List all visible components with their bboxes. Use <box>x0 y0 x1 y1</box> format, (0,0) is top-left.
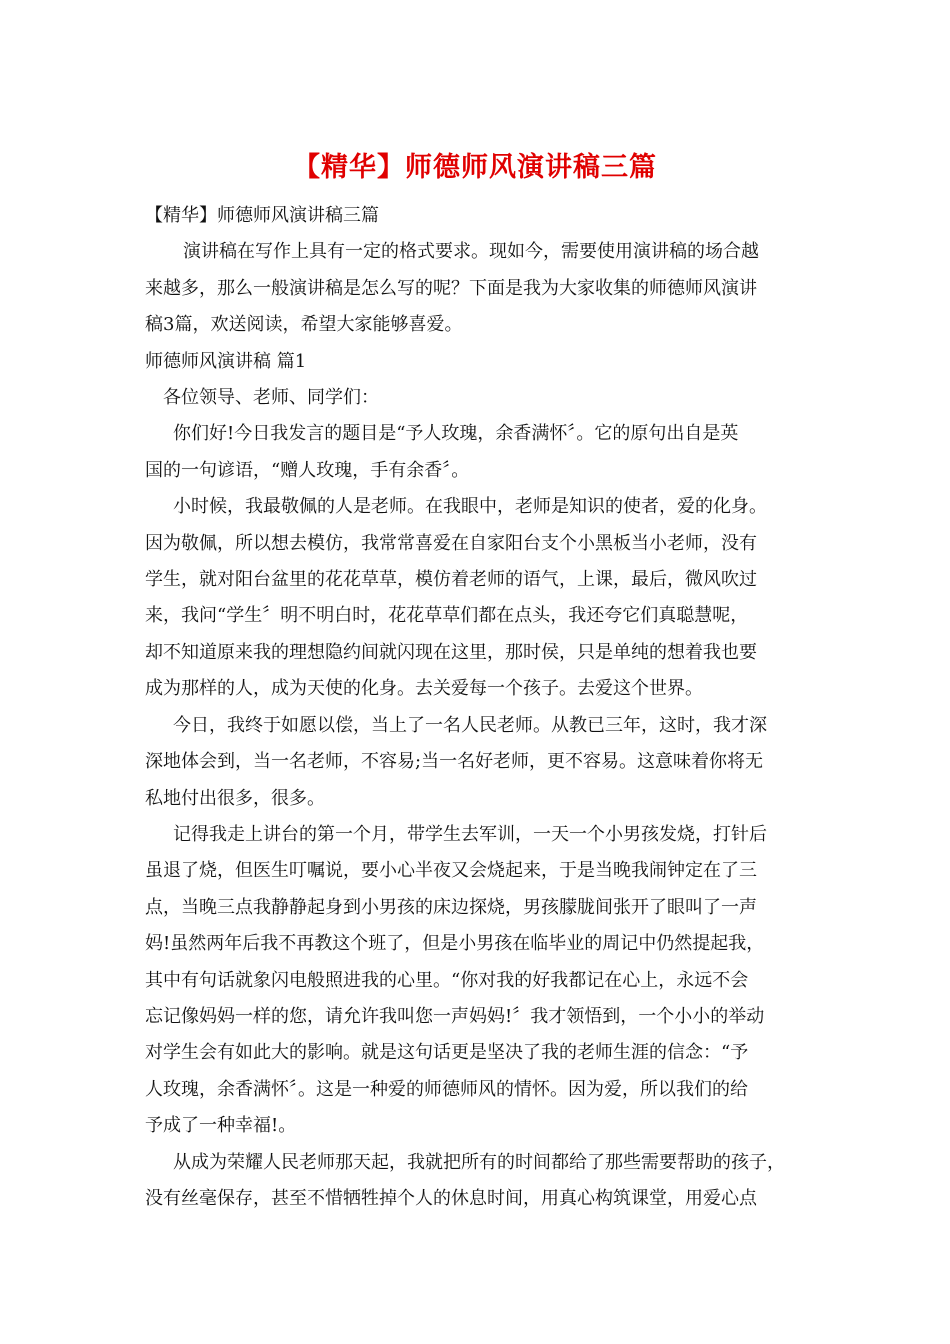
body-paragraph <box>145 489 825 707</box>
paragraph-line: 小时候，我最敬佩的人是老师。在我眼中，老师是知识的使者，爱的化身。 <box>173 496 767 518</box>
paragraph-line: 你们好!今日我发言的题目是“予人玫瑰，余香满怀〞。它的原句出自是英 <box>173 423 739 445</box>
paragraph-line: 学生，就对阳台盆里的花花草草，模仿着老师的语气，上课，最后，微风吹过 <box>145 569 757 591</box>
body-paragraph <box>145 708 825 817</box>
paragraph-line: 来越多，那么一般演讲稿是怎么写的呢？下面是我为大家收集的师德师风演讲 <box>145 277 757 299</box>
body-paragraph <box>145 817 825 1145</box>
paragraph-line: 来，我问“学生〞明不明白时，花花草草们都在点头，我还夸它们真聪慧呢， <box>145 605 749 627</box>
body-paragraph <box>145 416 825 489</box>
paragraph-line: 予成了一种幸福!。 <box>145 1115 297 1137</box>
paragraph-line: 演讲稿在写作上具有一定的格式要求。现如今，需要使用演讲稿的场合越 <box>183 241 759 263</box>
paragraph-line: 忘记像妈妈一样的您，请允许我叫您一声妈妈!〞我才领悟到，一个小小的举动 <box>145 1005 765 1027</box>
paragraph-line: 成为那样的人，成为天使的化身。去关爱每一个孩子。去爱这个世界。 <box>145 678 703 700</box>
paragraph-line: 因为敬佩，所以想去模仿，我常常喜爱在自家阳台支个小黑板当小老师，没有 <box>145 532 757 554</box>
paragraph-line: 今日，我终于如愿以偿，当上了一名人民老师。从教已三年，这时，我才深 <box>173 714 767 736</box>
greeting: 各位领导、老师、同学们： <box>163 387 379 409</box>
intro-paragraph <box>145 234 825 343</box>
section-heading: 师德师风演讲稿 篇1 <box>145 350 307 372</box>
paragraph-line: 却不知道原来我的理想隐约间就闪现在这里，那时侯，只是单纯的想着我也要 <box>145 641 757 663</box>
paragraph-line: 虽退了烧，但医生叮嘱说，要小心半夜又会烧起来，于是当晚我闹钟定在了三 <box>145 860 757 882</box>
document-subtitle: 【精华】师德师风演讲稿三篇 <box>145 205 379 226</box>
document-title: 【精华】师德师风演讲稿三篇 <box>293 152 657 183</box>
paragraph-line: 对学生会有如此大的影响。就是这句话更是坚决了我的老师生涯的信念：“予 <box>145 1042 749 1064</box>
paragraph-line: 从成为荣耀人民老师那天起，我就把所有的时间都给了那些需要帮助的孩子， <box>173 1151 785 1173</box>
paragraph-line: 国的一句谚语，“赠人玫瑰，手有余香〞。 <box>145 459 470 481</box>
paragraph-line: 私地付出很多，很多。 <box>145 787 325 809</box>
paragraph-line: 记得我走上讲台的第一个月，带学生去军训，一天一个小男孩发烧，打针后 <box>173 823 767 845</box>
paragraph-line: 深地体会到，当一名老师，不容易;当一名好老师，更不容易。这意味着你将无 <box>145 751 764 773</box>
paragraph-line: 稿3篇，欢送阅读，希望大家能够喜爱。 <box>145 314 463 336</box>
body-paragraph <box>145 1145 825 1218</box>
paragraph-line: 没有丝毫保存，甚至不惜牺牲掉个人的休息时间，用真心构筑课堂，用爱心点 <box>145 1187 757 1209</box>
paragraph-line: 点，当晚三点我静静起身到小男孩的床边探烧，男孩朦胧间张开了眼叫了一声 <box>145 896 757 918</box>
paragraph-line: 其中有句话就象闪电般照进我的心里。“你对我的好我都记在心上，永远不会 <box>145 969 749 991</box>
document-body <box>145 198 825 1217</box>
paragraph-line: 妈!虽然两年后我不再教这个班了，但是小男孩在临毕业的周记中仍然提起我， <box>145 933 765 955</box>
paragraph-line: 人玫瑰，余香满怀〞。这是一种爱的师德师风的情怀。因为爱，所以我们的给 <box>145 1078 748 1100</box>
